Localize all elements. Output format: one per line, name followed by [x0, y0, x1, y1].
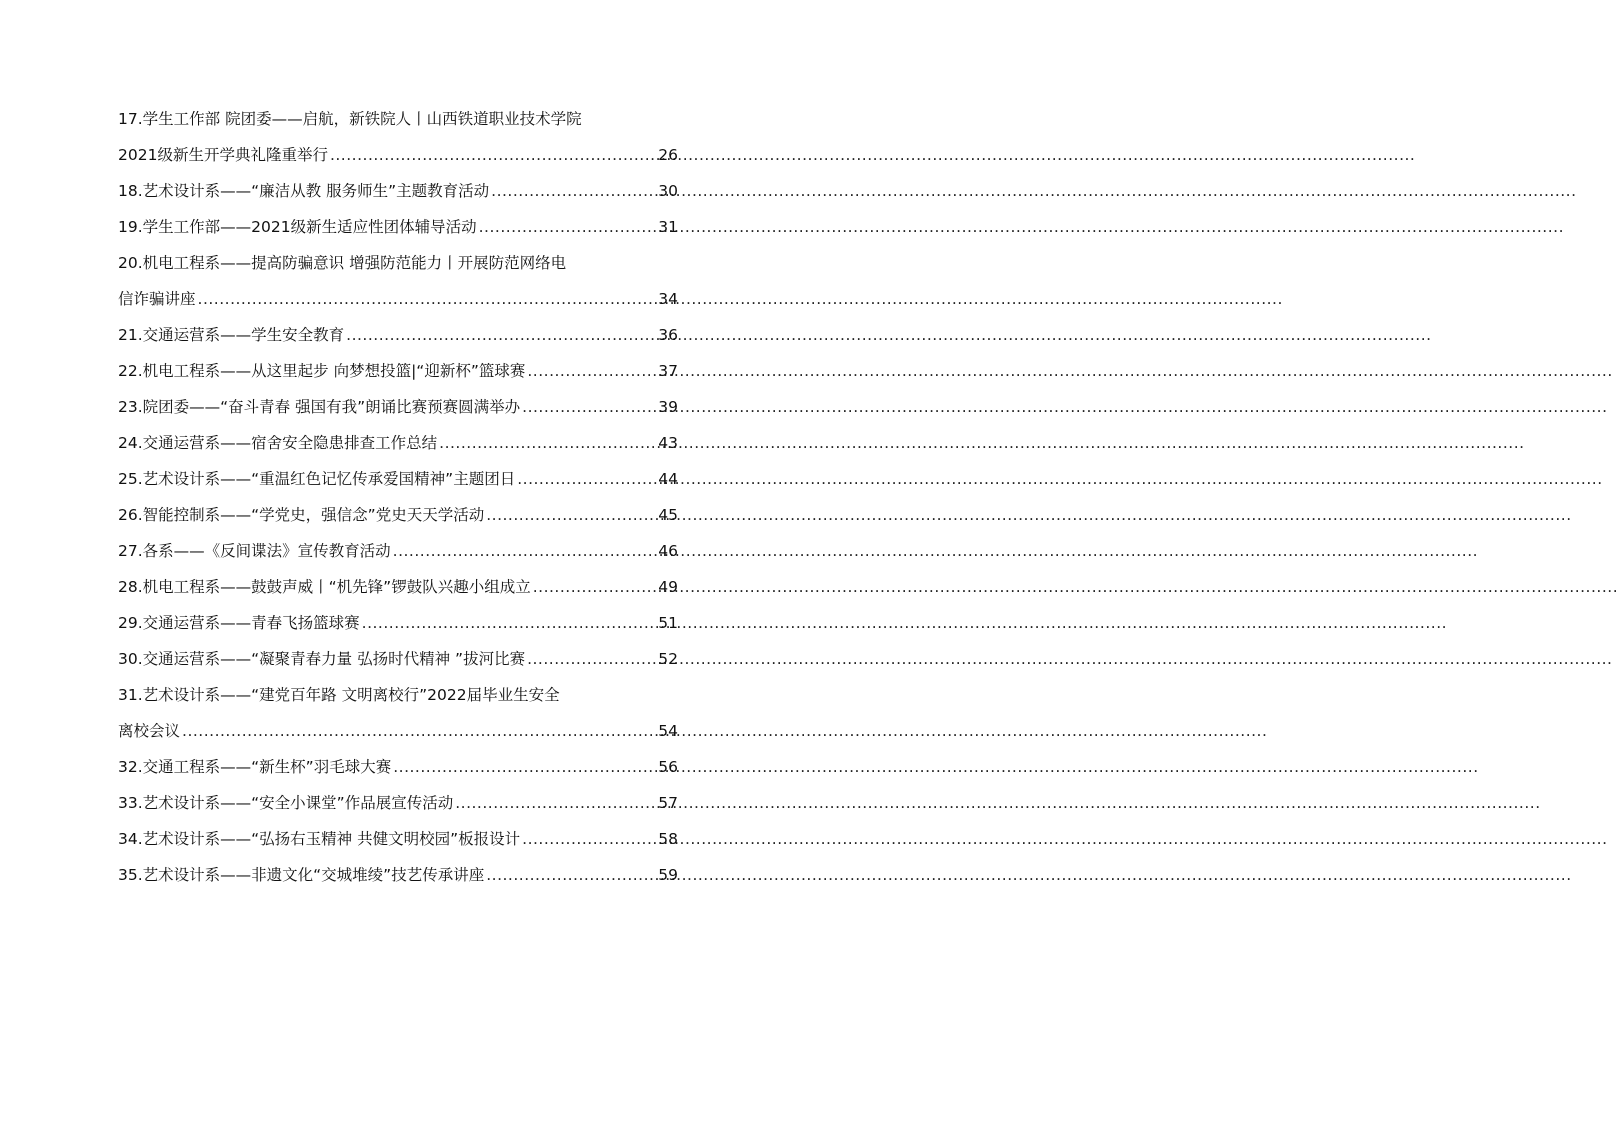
- toc-leader-dots: [346, 317, 656, 353]
- toc-page-number: 49: [658, 578, 678, 596]
- toc-leader-dots: [486, 857, 656, 893]
- toc-leader-dots: [393, 749, 656, 785]
- toc-entry-line: [118, 317, 678, 353]
- toc-leader-dots: [486, 497, 656, 533]
- toc-entry-title: 离校会议: [118, 722, 181, 740]
- toc-entry-title: 30.交通运营系——“凝聚青春力量 弘扬时代精神 ”拔河比赛: [118, 650, 526, 668]
- toc-entry-line: [118, 785, 678, 821]
- toc-entry-title: 28.机电工程系——鼓鼓声威丨“机先锋”锣鼓队兴趣小组成立: [118, 578, 531, 596]
- toc-page-number: 56: [658, 758, 678, 776]
- toc-page-number: 46: [658, 542, 678, 560]
- toc-entry-title: 22.机电工程系——从这里起步 向梦想投篮|“迎新杯”篮球赛: [118, 362, 526, 380]
- toc-page-number: 43: [658, 434, 678, 452]
- toc-page-number: 31: [658, 218, 678, 236]
- toc-entry-line: [118, 497, 678, 533]
- toc-entry[interactable]: [118, 209, 678, 245]
- toc-leader-dots: [522, 389, 656, 425]
- toc-page-number: 39: [658, 398, 678, 416]
- toc-entry[interactable]: [118, 821, 678, 857]
- toc-entry-line: [118, 857, 678, 893]
- toc-entry[interactable]: [118, 533, 678, 569]
- table-of-contents: [118, 101, 678, 893]
- toc-entry[interactable]: [118, 497, 678, 533]
- toc-page-number: 36: [658, 326, 678, 344]
- toc-entry-line: [118, 605, 678, 641]
- toc-entry-title: 27.各系——《反间谍法》宣传教育活动: [118, 542, 391, 560]
- document-page: [0, 0, 793, 1122]
- toc-entry[interactable]: [118, 173, 678, 209]
- toc-entry-line: [118, 749, 678, 785]
- toc-entry[interactable]: [118, 389, 678, 425]
- toc-entry[interactable]: [118, 101, 678, 173]
- toc-leader-dots: [533, 569, 657, 605]
- toc-leader-dots: [439, 425, 656, 461]
- toc-entry-title: 19.学生工作部——2021级新生适应性团体辅导活动: [118, 218, 477, 236]
- toc-entry[interactable]: [118, 569, 678, 605]
- toc-entry-title: 25.艺术设计系——“重温红色记忆传承爱国精神”主题团日: [118, 470, 516, 488]
- toc-leader-dots: [198, 281, 657, 317]
- toc-entry-title: 33.艺术设计系——“安全小课堂”作品展宣传活动: [118, 794, 454, 812]
- toc-entry[interactable]: [118, 677, 678, 749]
- toc-entry[interactable]: [118, 317, 678, 353]
- toc-entry-title: 35.艺术设计系——非遗文化“交城堆绫”技艺传承讲座: [118, 866, 485, 884]
- toc-entry[interactable]: [118, 605, 678, 641]
- toc-entry-line: [118, 425, 678, 461]
- toc-entry-title-line: 17.学生工作部 院团委——启航，新铁院人丨山西铁道职业技术学院: [118, 110, 582, 128]
- toc-entry[interactable]: [118, 461, 678, 497]
- toc-entry-title: 34.艺术设计系——“弘扬右玉精神 共健文明校园”板报设计: [118, 830, 521, 848]
- toc-entry[interactable]: [118, 785, 678, 821]
- toc-entry-title: 26.智能控制系——“学党史，强信念”党史天天学活动: [118, 506, 485, 524]
- toc-entry-line: [118, 641, 678, 677]
- toc-leader-dots: [527, 353, 656, 389]
- toc-entry-line: [118, 389, 678, 425]
- toc-page-number: 26: [658, 146, 678, 164]
- toc-entry-title-line: 20.机电工程系——提高防骗意识 增强防范能力丨开展防范网络电: [118, 254, 567, 272]
- toc-page-number: 45: [658, 506, 678, 524]
- toc-leader-dots: [517, 461, 656, 497]
- toc-leader-dots: [393, 533, 657, 569]
- toc-entry-line: [118, 569, 678, 605]
- toc-page-number: 30: [658, 182, 678, 200]
- toc-page-number: 54: [658, 722, 678, 740]
- toc-page-number: 59: [658, 866, 678, 884]
- toc-page-number: 57: [658, 794, 678, 812]
- toc-entry[interactable]: [118, 425, 678, 461]
- toc-leader-dots: [182, 713, 656, 749]
- toc-entry[interactable]: [118, 857, 678, 893]
- toc-entry[interactable]: [118, 353, 678, 389]
- toc-page-number: 34: [658, 290, 678, 308]
- toc-entry-line: [118, 461, 678, 497]
- toc-entry-line: [118, 533, 678, 569]
- toc-leader-dots: [527, 641, 656, 677]
- toc-leader-dots: [491, 173, 656, 209]
- toc-entry-line: [118, 281, 678, 317]
- toc-entry-line: [118, 353, 678, 389]
- toc-entry-title: 18.艺术设计系——“廉洁从教 服务师生”主题教育活动: [118, 182, 490, 200]
- toc-entry[interactable]: [118, 641, 678, 677]
- toc-entry-title: 21.交通运营系——学生安全教育: [118, 326, 345, 344]
- toc-page-number: 58: [658, 830, 678, 848]
- toc-page-number: 44: [658, 470, 678, 488]
- toc-entry-title: 32.交通工程系——“新生杯”羽毛球大赛: [118, 758, 392, 776]
- toc-entry-line: [118, 713, 678, 749]
- toc-page-number: 37: [658, 362, 678, 380]
- toc-entry-line: [118, 137, 678, 173]
- toc-entry-line: [118, 209, 678, 245]
- toc-entry-line: [118, 173, 678, 209]
- toc-entry-title: 24.交通运营系——宿舍安全隐患排查工作总结: [118, 434, 438, 452]
- toc-leader-dots: [479, 209, 657, 245]
- toc-leader-dots: [330, 137, 656, 173]
- toc-page-number: 52: [658, 650, 678, 668]
- toc-leader-dots: [362, 605, 657, 641]
- toc-entry-title: 23.院团委——“奋斗青春 强国有我”朗诵比赛预赛圆满举办: [118, 398, 521, 416]
- toc-page-number: 51: [658, 614, 678, 632]
- toc-entry-title: 信诈骗讲座: [118, 290, 196, 308]
- toc-entry[interactable]: [118, 749, 678, 785]
- toc-leader-dots: [522, 821, 656, 857]
- toc-entry-title-line: 31.艺术设计系——“建党百年路 文明离校行”2022届毕业生安全: [118, 686, 560, 704]
- toc-entry-line: [118, 821, 678, 857]
- toc-entry-title: 29.交通运营系——青春飞扬篮球赛: [118, 614, 360, 632]
- toc-entry-title: 2021级新生开学典礼隆重举行: [118, 146, 328, 164]
- toc-leader-dots: [455, 785, 656, 821]
- toc-entry[interactable]: [118, 245, 678, 317]
